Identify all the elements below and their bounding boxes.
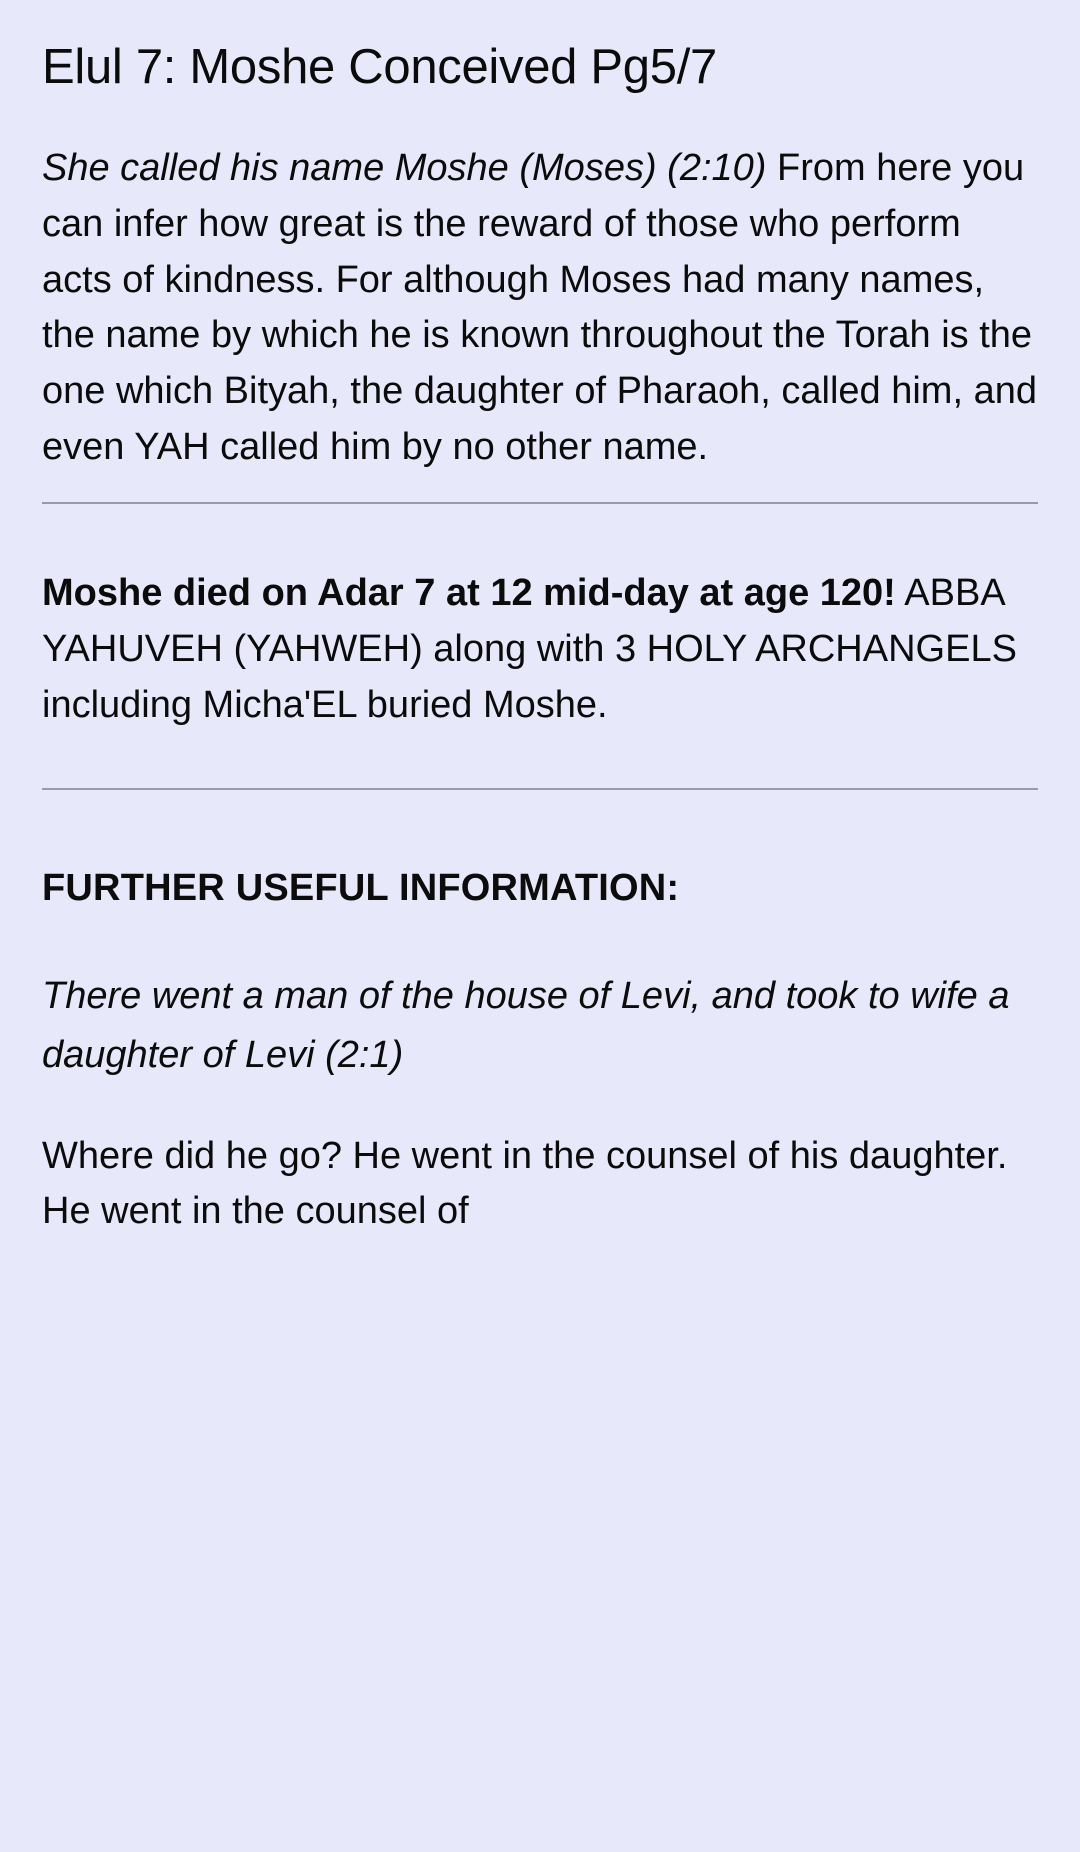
clipped-next-line-text: He went in the counsel of [42, 1190, 469, 1225]
clipped-next-line [42, 1184, 1038, 1224]
spacer-before-commentary [42, 1085, 1038, 1129]
scripture-quote-levi: There went a man of the house of Levi, and took to wife a daughter of Levi (2:1) [42, 974, 1010, 1076]
paragraph-levi-commentary: Where did he go? He went in the counsel of his daughter. [42, 1134, 1008, 1177]
paragraph-moshe-name [42, 141, 1038, 476]
paragraph-moshe-name-body: From here you can infer how great is the reward of those who perform acts of kindness. For although Moses had many names, the name by which he is known throughout the Torah is the one which Bityah, the daughter of Pharaoh, called him, and even YAH called him by no other name. [42, 146, 1037, 469]
scripture-quote-moshe-name: She called his name Moshe (Moses) (2:10) [42, 146, 767, 189]
page-title: Elul 7: Moshe Conceived Pg5/7 [42, 40, 717, 94]
spacer-after-divider-1 [42, 504, 1038, 566]
moshe-death-bold-lead: Moshe died on Adar 7 at 12 mid-day at age 120! [42, 572, 896, 615]
paragraph-moshe-death [42, 566, 1038, 734]
paragraph-moshe-death-body: ABBA YAHUVEH (YAHWEH) along with 3 HOLY ARCHANGELS including Micha'EL buried Moshe. [42, 572, 1017, 726]
spacer-after-divider-2 [42, 790, 1038, 862]
further-info-heading: FURTHER USEFUL INFORMATION: [42, 866, 680, 909]
spacer-before-verse [42, 915, 1038, 967]
